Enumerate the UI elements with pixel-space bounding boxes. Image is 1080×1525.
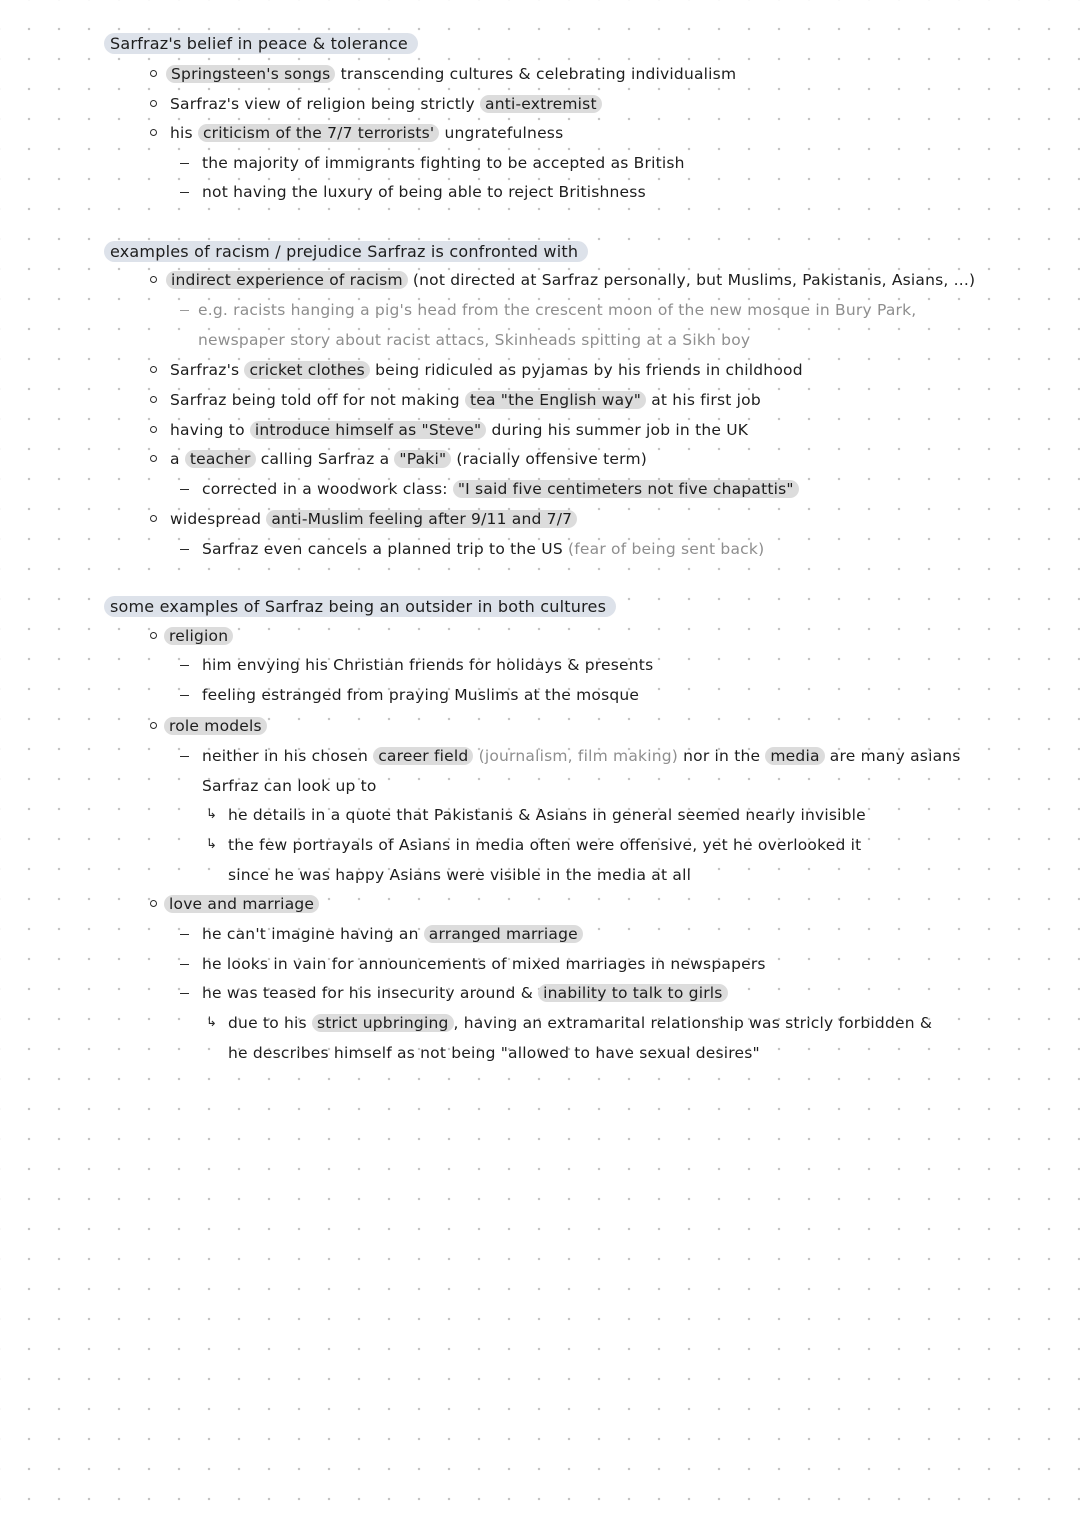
- list-item: the majority of immigrants fighting to be accepted as British: [202, 154, 685, 172]
- dash-icon: [180, 756, 189, 757]
- text: neither in his chosen: [202, 747, 374, 765]
- bullet-icon: [150, 722, 157, 729]
- list-item: [170, 93, 602, 115]
- dash-icon: [180, 934, 189, 935]
- list-item: he details in a quote that Pakistanis & Asians in general seemed nearly invisible: [228, 806, 866, 824]
- list-item: [170, 389, 761, 411]
- text: at his first job: [646, 391, 761, 409]
- text: are many asians: [824, 747, 961, 765]
- highlight: Springsteen's songs: [166, 65, 335, 83]
- list-item: e.g. racists hanging a pig's head from the crescent moon of the new mosque in Bury Park,: [198, 301, 917, 319]
- text: transcending cultures & celebrating individualism: [335, 65, 737, 83]
- text: Sarfraz even cancels a planned trip to the US: [202, 540, 569, 558]
- list-item: [228, 1012, 932, 1034]
- list-item: he describes himself as not being "allowed to have sexual desires": [228, 1044, 760, 1062]
- list-item: [164, 893, 319, 915]
- bullet-icon: [150, 396, 157, 403]
- list-item: newspaper story about racist attacs, Skinheads spitting at a Sikh boy: [198, 331, 751, 349]
- bullet-icon: [150, 129, 157, 136]
- highlight: anti-extremist: [480, 95, 602, 113]
- list-item: [170, 419, 748, 441]
- highlight: cricket clothes: [244, 361, 370, 379]
- text: ungratefulness: [439, 124, 564, 142]
- list-item: [202, 923, 583, 945]
- text: Sarfraz being told off for not making: [170, 391, 465, 409]
- list-item: [202, 745, 961, 767]
- list-item: [202, 982, 728, 1004]
- highlight: arranged marriage: [424, 925, 583, 943]
- list-item: [164, 625, 233, 647]
- list-item: Sarfraz can look up to: [202, 777, 377, 795]
- bullet-icon: [150, 70, 157, 77]
- list-item: since he was happy Asians were visible in the media at all: [228, 866, 692, 884]
- dash-icon: [180, 665, 189, 666]
- bullet-icon: [150, 366, 157, 373]
- list-item: him envying his Christian friends for holidays & presents: [202, 656, 654, 674]
- section-heading-belief: [104, 33, 418, 55]
- list-item: [170, 508, 577, 530]
- highlight: love and marriage: [164, 895, 319, 913]
- text: (racially offensive term): [451, 450, 648, 468]
- highlight: media: [765, 747, 824, 765]
- list-item: [170, 359, 803, 381]
- highlight: criticism of the 7/7 terrorists': [198, 124, 439, 142]
- bullet-icon: [150, 632, 157, 639]
- text: a: [170, 450, 185, 468]
- text: he can't imagine having an: [202, 925, 424, 943]
- list-item: [170, 448, 647, 470]
- text: (not directed at Sarfraz personally, but Muslims, Pakistanis, Asians, ...): [407, 271, 976, 289]
- dash-icon: [180, 993, 189, 994]
- list-item: not having the luxury of being able to reject Britishness: [202, 183, 646, 201]
- highlight: career field: [373, 747, 473, 765]
- highlight: "I said five centimeters not five chapattis": [453, 480, 799, 498]
- highlight: role models: [164, 717, 267, 735]
- section-heading-outsider: [104, 596, 616, 618]
- arrow-icon: ↳: [206, 807, 217, 822]
- text: having to: [170, 421, 250, 439]
- section-heading-text: Sarfraz's belief in peace & tolerance: [104, 33, 418, 54]
- list-item: [202, 538, 764, 560]
- section-heading-text: examples of racism / prejudice Sarfraz is confronted with: [104, 241, 588, 262]
- grey-note: (fear of being sent back): [568, 540, 765, 558]
- arrow-icon: ↳: [206, 1015, 217, 1030]
- text: due to his: [228, 1014, 312, 1032]
- bullet-icon: [150, 900, 157, 907]
- bullet-icon: [150, 426, 157, 433]
- highlight: "Paki": [394, 450, 451, 468]
- dash-icon: [180, 964, 189, 965]
- highlight: religion: [164, 627, 233, 645]
- text: , having an extramarital relationship was stricly forbidden &: [453, 1014, 933, 1032]
- dash-icon: [180, 163, 189, 164]
- section-heading-text: some examples of Sarfraz being an outsider in both cultures: [104, 596, 616, 617]
- text: he was teased for his insecurity around &: [202, 984, 539, 1002]
- bullet-icon: [150, 455, 157, 462]
- dash-icon: [180, 192, 189, 193]
- text: Sarfraz's view of religion being strictly: [170, 95, 480, 113]
- list-item: [166, 63, 736, 85]
- arrow-icon: ↳: [206, 837, 217, 852]
- list-item: [166, 269, 975, 291]
- text: nor in the: [678, 747, 766, 765]
- list-item: [164, 715, 267, 737]
- highlight: strict upbringing: [312, 1014, 454, 1032]
- text: corrected in a woodwork class:: [202, 480, 453, 498]
- text: calling Sarfraz a: [255, 450, 395, 468]
- list-item: feeling estranged from praying Muslims at the mosque: [202, 686, 640, 704]
- grey-note: (journalism, film making): [473, 747, 679, 765]
- text: being ridiculed as pyjamas by his friends in childhood: [369, 361, 803, 379]
- highlight: inability to talk to girls: [538, 984, 727, 1002]
- dash-icon: [180, 549, 189, 550]
- list-item: [170, 122, 563, 144]
- highlight: anti-Muslim feeling after 9/11 and 7/7: [266, 510, 577, 528]
- text: Sarfraz's: [170, 361, 245, 379]
- dash-icon: [180, 310, 189, 311]
- highlight: indirect experience of racism: [166, 271, 408, 289]
- text: his: [170, 124, 198, 142]
- highlight: introduce himself as "Steve": [250, 421, 486, 439]
- bullet-icon: [150, 100, 157, 107]
- section-heading-racism: [104, 241, 588, 263]
- dash-icon: [180, 695, 189, 696]
- text: during his summer job in the UK: [486, 421, 749, 439]
- bullet-icon: [150, 515, 157, 522]
- highlight: teacher: [185, 450, 256, 468]
- text: widespread: [170, 510, 267, 528]
- bullet-icon: [150, 276, 157, 283]
- highlight: tea "the English way": [465, 391, 646, 409]
- list-item: the few portrayals of Asians in media often were offensive, yet he overlooked it: [228, 836, 862, 854]
- dash-icon: [180, 489, 189, 490]
- list-item: he looks in vain for announcements of mixed marriages in newspapers: [202, 955, 766, 973]
- list-item: [202, 478, 799, 500]
